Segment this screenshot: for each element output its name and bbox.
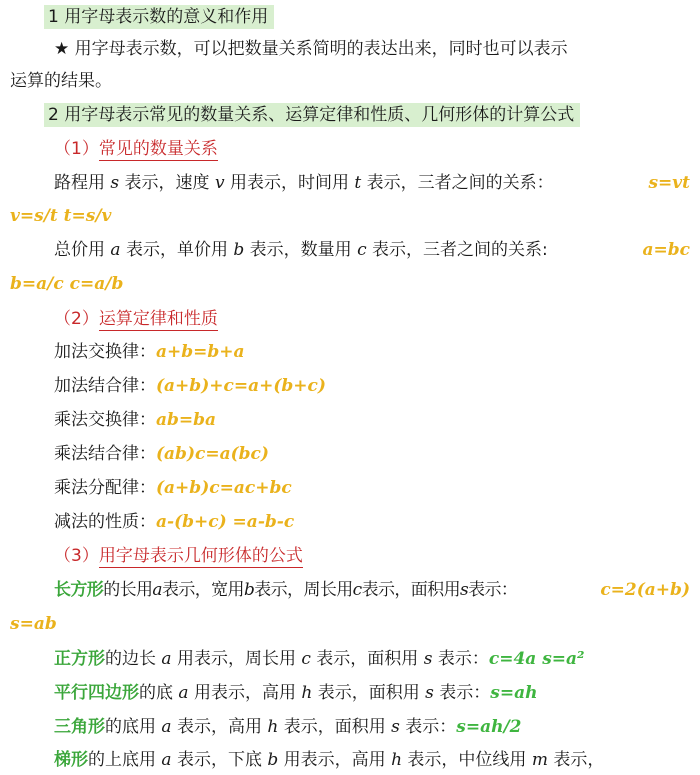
travel-relation-line-1 [54,172,554,194]
price-var-a: a [110,240,121,260]
triangle-line [54,716,522,738]
price-text: 表示，数量用 [249,240,352,260]
square-text: 表示： [437,649,489,669]
rectangle-line-2 [10,613,57,635]
trapezoid-line [54,749,604,771]
section-1-body-text-2: 运算的结果。 [10,71,112,91]
law-formula: a+b=b+a [156,342,245,362]
price-relation-line-2 [10,273,123,295]
parallelogram-var-h: h [301,683,313,703]
law-label: 乘法结合律： [54,444,156,464]
travel-relation-line-2 [10,205,111,227]
law-label: 加法交换律： [54,342,156,362]
triangle-text: 表示，面积用 [283,717,386,737]
rectangle-var-c: c [352,580,362,600]
rectangle-keyword: 长方形 [54,580,104,600]
law-formula: (ab)c=a(bc) [156,444,269,464]
parallelogram-keyword: 平行四边形 [54,683,139,703]
parallelogram-var-a: a [178,683,189,703]
square-line [54,648,584,670]
triangle-text: 表示，高用 [176,717,262,737]
subsection-1-heading [54,138,218,160]
triangle-var-a: a [161,717,172,737]
parallelogram-text: 用表示，高用 [193,683,296,703]
travel-text: 路程用 [54,173,105,193]
triangle-var-h: h [267,717,279,737]
trapezoid-var-h: h [391,750,403,770]
subsection-1-title: 常见的数量关系 [98,139,218,159]
law-row [54,477,292,499]
travel-formula-1-wrap [648,172,690,194]
square-formula: c=4a s=a² [488,649,585,669]
law-row [54,443,269,465]
section-1-body-line-2 [10,70,112,92]
travel-text: 表示，三者之间的关系： [366,173,554,193]
subsection-1-number: （1） [54,139,99,159]
square-text: 表示，面积用 [316,649,419,669]
law-row [54,375,326,397]
travel-var-s: s [110,173,120,193]
price-formula-2: b=a/c c=a/b [10,274,124,294]
rectangle-formula-1-wrap [600,579,690,601]
rectangle-text: 表示，周长用 [254,580,353,600]
subsection-2-heading [54,308,218,330]
travel-text: 用表示，时间用 [229,173,349,193]
section-1-body-text-1: 用字母表示数，可以把数量关系简明的表达出来，同时也可以表示 [74,39,568,59]
trapezoid-text: 用表示，高用 [283,750,386,770]
section-1-heading [44,6,274,28]
subsection-3-title: 用字母表示几何形体的公式 [98,546,303,566]
square-var-c: c [301,649,311,669]
law-row [54,511,294,533]
parallelogram-text: 表示，面积用 [317,683,420,703]
rectangle-text: 的长用 [103,580,153,600]
price-relation-line-1 [54,239,548,261]
section-2-title: 2 用字母表示常见的数量关系、运算定律和性质、几何形体的计算公式 [44,103,580,127]
triangle-formula: s=ah/2 [456,717,522,737]
rectangle-text: 表示，宽用 [161,580,244,600]
parallelogram-text: 的底 [139,683,173,703]
trapezoid-var-a: a [161,750,172,770]
law-formula: a-(b+c) =a-b-c [156,512,295,532]
parallelogram-formula: s=ah [490,683,538,703]
law-label: 加法结合律： [54,376,156,396]
rectangle-formula-1: c=2(a+b) [600,580,690,600]
square-text: 用表示，周长用 [176,649,296,669]
price-text: 表示，三者之间的关系: [372,240,548,260]
square-var-a: a [161,649,172,669]
star-icon: ★ [54,39,70,59]
price-text: 表示，单价用 [125,240,228,260]
triangle-var-s: s [391,717,400,737]
price-text: 总价用 [54,240,105,260]
trapezoid-text: 表示， [553,750,605,770]
law-row [54,341,245,363]
parallelogram-line [54,682,537,704]
trapezoid-text: 的上底用 [88,750,156,770]
square-var-s: s [423,649,433,669]
travel-formula-2: v=s/t t=s/v [10,206,112,226]
travel-var-v: v [214,173,225,193]
section-1-title: 1 用字母表示数的意义和作用 [44,5,274,29]
price-formula-1-wrap [643,239,691,261]
trapezoid-var-b: b [267,750,279,770]
triangle-keyword: 三角形 [54,717,105,737]
rectangle-var-b: b [243,580,255,600]
travel-text: 表示，速度 [124,173,210,193]
triangle-text: 表示： [405,717,457,737]
subsection-2-number: （2） [54,309,99,329]
trapezoid-keyword: 梯形 [54,750,88,770]
square-keyword: 正方形 [54,649,105,669]
section-2-heading [44,104,580,126]
travel-formula-1: s=vt [648,173,690,193]
law-formula: (a+b)c=ac+bc [156,478,292,498]
law-row [54,409,216,431]
travel-var-t: t [354,173,362,193]
law-label: 减法的性质： [54,512,156,532]
trapezoid-text: 表示，中位线用 [407,750,527,770]
price-formula-1: a=bc [642,240,690,260]
subsection-3-number: （3） [54,546,99,566]
square-text: 的边长 [105,649,156,669]
section-1-body-line-1 [54,38,568,60]
price-var-b: b [233,240,245,260]
rectangle-var-a: a [152,580,162,600]
triangle-text: 的底用 [105,717,156,737]
rectangle-text: 表示，面积用 [361,580,460,600]
rectangle-text: 表示： [468,580,518,600]
price-var-c: c [357,240,367,260]
parallelogram-text: 表示： [439,683,491,703]
trapezoid-text: 表示，下底 [176,750,262,770]
rectangle-formula-2: s=ab [10,614,57,634]
subsection-2-title: 运算定律和性质 [98,309,218,329]
law-label: 乘法交换律： [54,410,156,430]
rectangle-var-s: s [459,580,469,600]
law-formula: (a+b)+c=a+(b+c) [156,376,326,396]
subsection-3-heading [54,545,303,567]
parallelogram-var-s: s [425,683,434,703]
law-formula: ab=ba [156,410,217,430]
trapezoid-var-m: m [531,750,548,770]
law-label: 乘法分配律： [54,478,156,498]
rectangle-line-1 [54,579,517,601]
